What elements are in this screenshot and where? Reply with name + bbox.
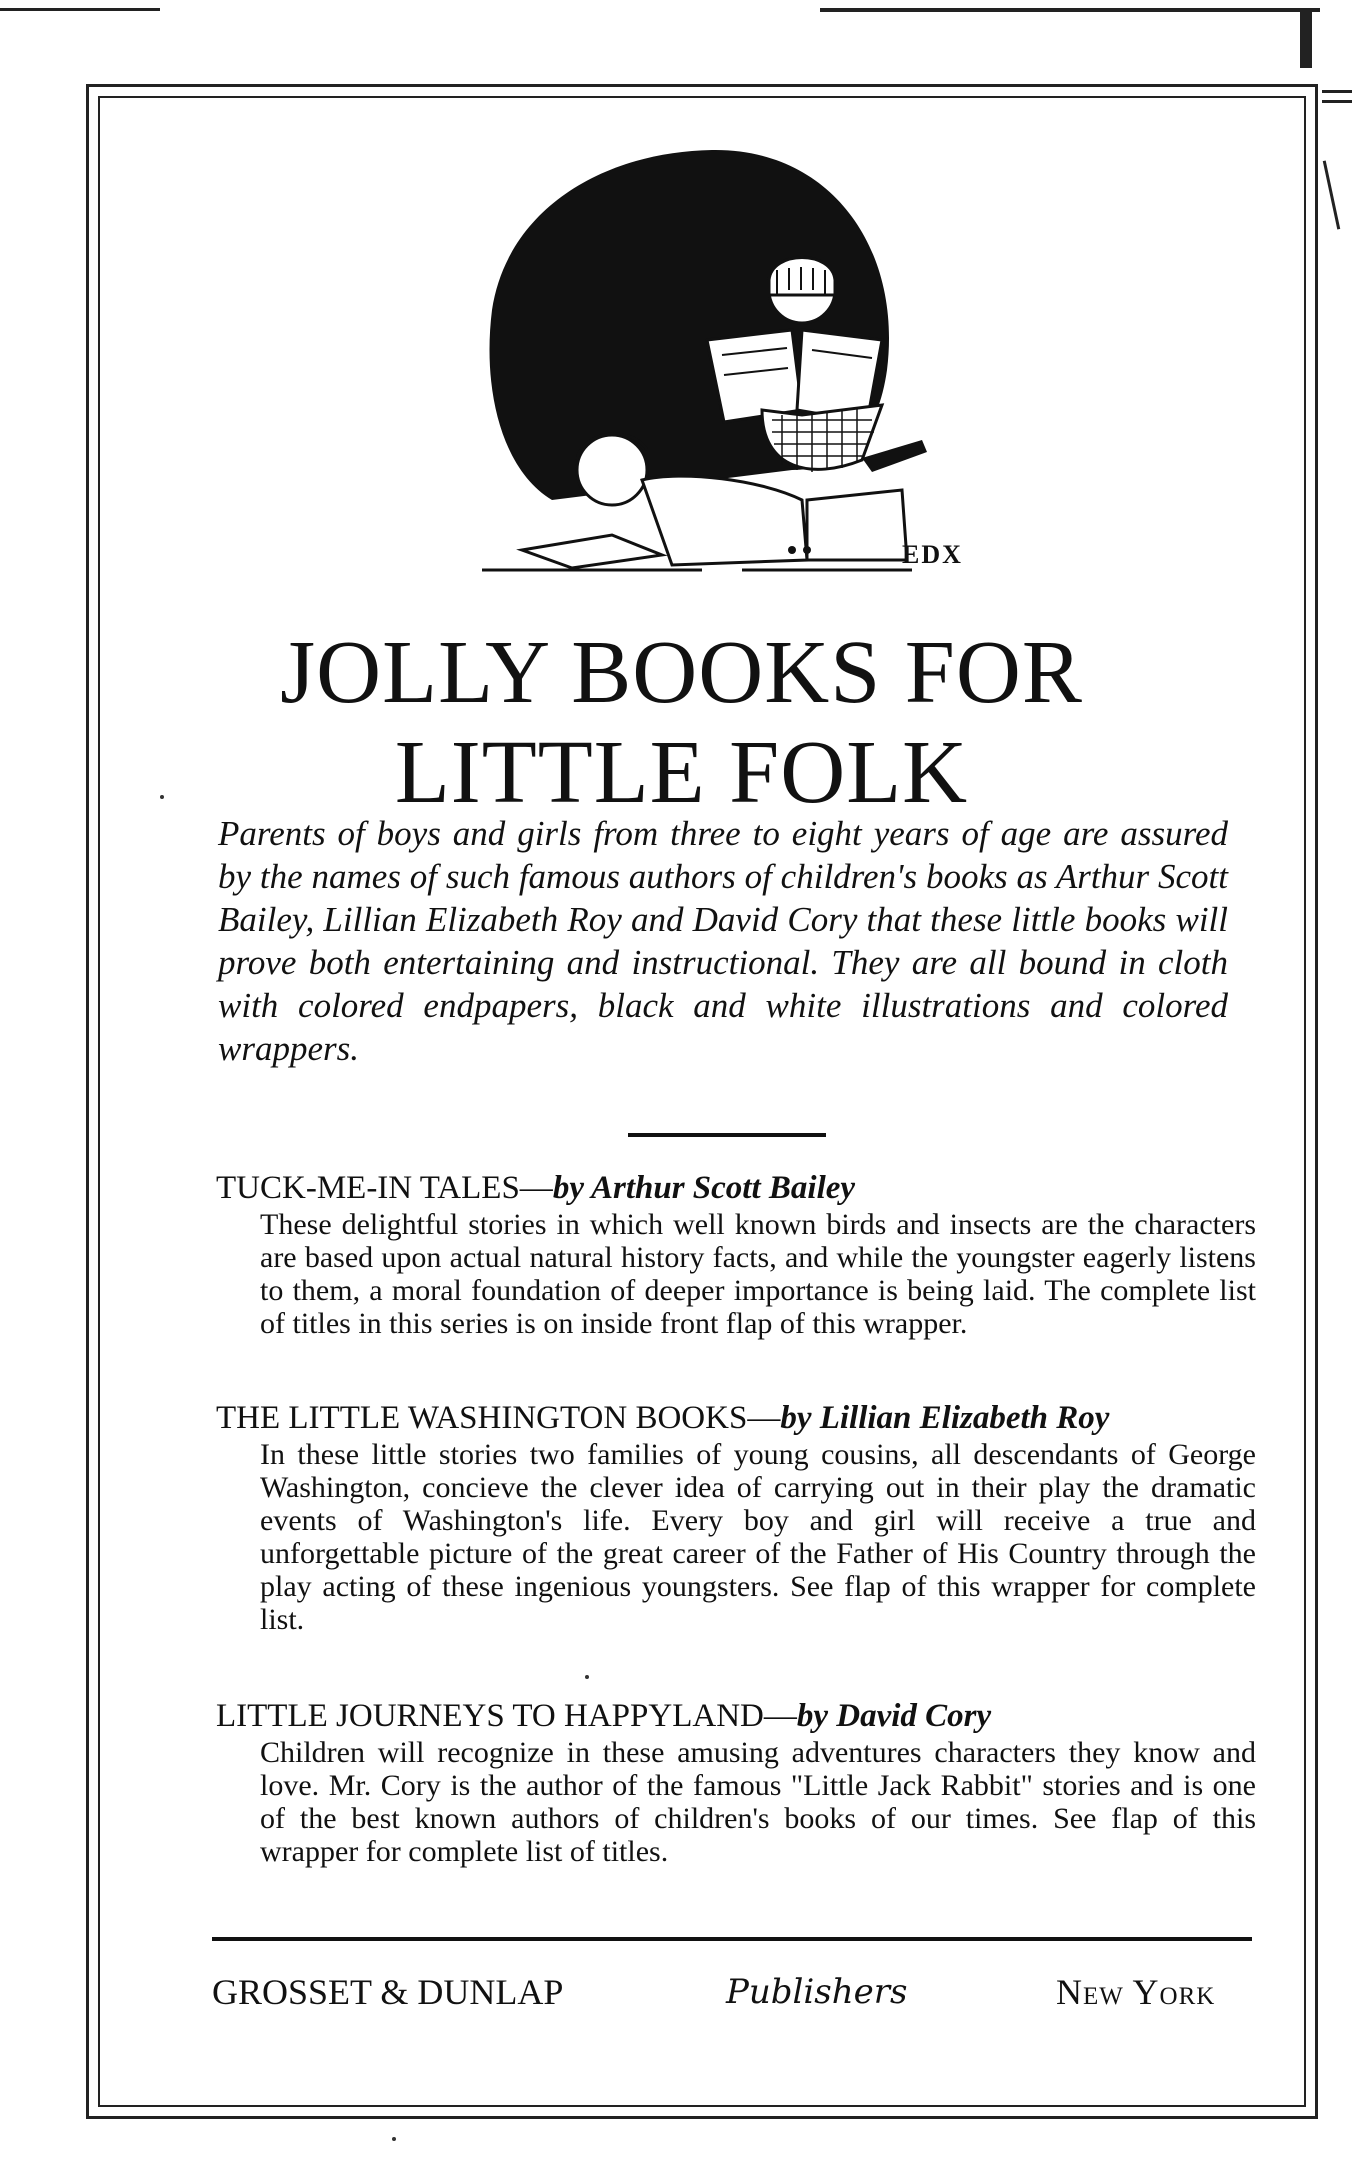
series-description: In these little stories two families of young cousins, all descendants of George Washington, concieve the clever idea of carrying out in their play the dramatic events of Washington's life. Every boy and girl will receive a true and unforgettable picture of the great career of the Father of His Country through the play acting of these ingenious youngsters. See flap of this wrapper for complete list.: [260, 1438, 1256, 1636]
intro-paragraph: [218, 812, 1228, 1070]
intro-text: Parents of boys and girls from three to eight years of age are assured by the names of such famous authors of children's books as Arthur Scott Bailey, Lillian Elizabeth Roy and David Cory that these little books will prove both entertaining and instructional. They are all bound in cloth with colored endpapers, black and white illustrations and colored wrappers.: [218, 814, 1228, 1068]
scan-artifact-line: [0, 8, 160, 11]
series-little-washington: [216, 1398, 1256, 1636]
series-author: by Arthur Scott Bailey: [552, 1170, 856, 1206]
illustration: [462, 140, 982, 592]
children-reading-icon: [462, 140, 982, 592]
series-author: by Lillian Elizabeth Roy: [780, 1400, 1110, 1436]
page-title-line-1: JOLLY BOOKS FOR: [280, 623, 1083, 722]
series-description: These delightful stories in which well known birds and insects are the characters are based upon actual natural history facts, and while the youngster eagerly listens to them, a moral foundation of deeper importance is being laid. The complete list of titles in this series is on inside front flap of this wrapper.: [260, 1208, 1256, 1340]
series-tuck-me-in: [216, 1168, 1256, 1340]
series-description: Children will recognize in these amusing adventures characters they know and love. Mr. Cory is the author of the famous "Little Jack Rabbit" stories and is one of the best known authors of children's books of our times. See flap of this wrapper for complete list of titles.: [260, 1736, 1256, 1868]
divider-short: [628, 1133, 826, 1137]
scan-speck: [160, 795, 164, 799]
publisher-name: GROSSET & DUNLAP: [212, 1972, 564, 2012]
series-heading: [216, 1168, 1256, 1208]
scan-artifact-line: [1322, 100, 1352, 103]
scan-artifact-line: [1323, 160, 1340, 229]
series-author: by David Cory: [796, 1698, 992, 1734]
scan-speck: [392, 2137, 396, 2141]
series-happyland: [216, 1696, 1256, 1868]
series-title: LITTLE JOURNEYS TO HAPPYLAND—: [216, 1698, 797, 1734]
divider-long: [212, 1937, 1252, 1941]
scan-speck: [585, 1675, 589, 1679]
page-title-line-2: LITTLE FOLK: [394, 723, 969, 822]
series-heading: [216, 1696, 1256, 1736]
series-title: TUCK-ME-IN TALES—: [216, 1170, 553, 1206]
series-heading: [216, 1398, 1256, 1438]
artist-monogram: EDX: [902, 540, 963, 569]
scan-artifact-line: [820, 8, 1320, 12]
publisher-city: New York: [1056, 1972, 1216, 2012]
series-title: THE LITTLE WASHINGTON BOOKS—: [216, 1400, 781, 1436]
publisher-role: Publishers: [726, 1972, 908, 2012]
scan-artifact-line: [1322, 90, 1352, 93]
scan-artifact-line: [1300, 8, 1312, 68]
